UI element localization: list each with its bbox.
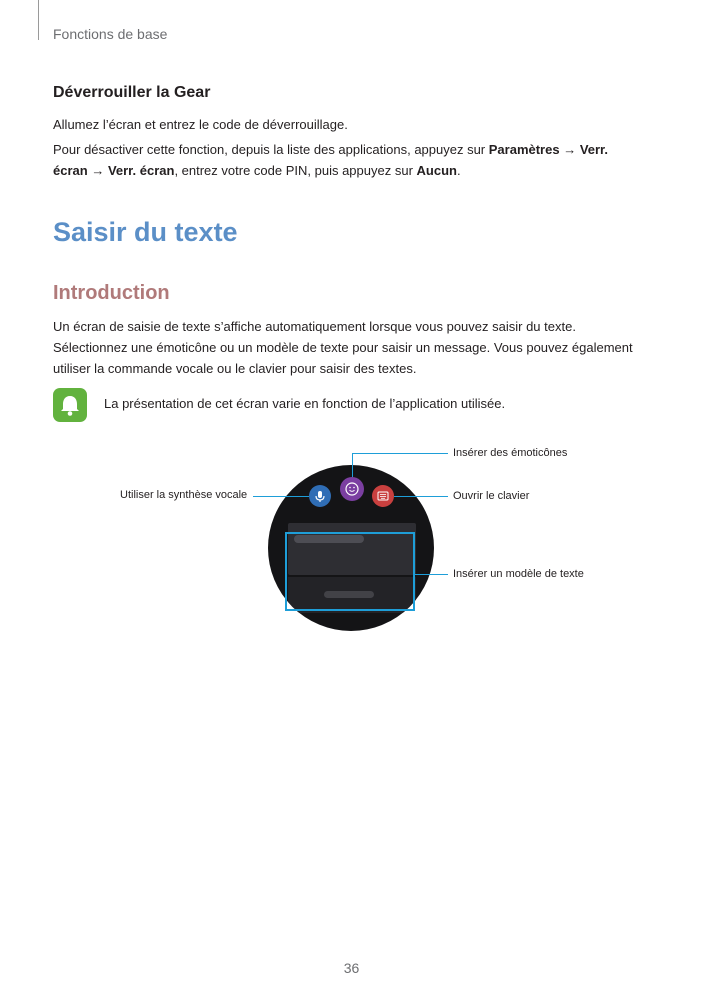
running-header: Fonctions de base xyxy=(53,26,168,42)
template-highlight-box xyxy=(285,532,415,611)
keyboard-button[interactable] xyxy=(372,485,394,507)
emoticon-label: Insérer des émoticônes xyxy=(453,447,568,459)
header-rule xyxy=(38,0,39,40)
template-callout-line xyxy=(415,574,448,575)
template-label: Insérer un modèle de texte xyxy=(453,568,584,580)
emoticon-callout-line xyxy=(352,453,353,477)
unlock-heading: Déverrouiller la Gear xyxy=(53,84,211,101)
voice-input-button[interactable] xyxy=(309,485,331,507)
voice-callout-line xyxy=(253,496,309,497)
page-number: 36 xyxy=(343,960,360,976)
microphone-icon xyxy=(309,485,331,507)
smiley-icon xyxy=(340,477,364,501)
unlock-paragraph-2: Pour désactiver cette fonction, depuis la liste des applications, appuyez sur Paramètres → Verr. écran → Verr. écran, entrez votre code PIN, puis appuyez sur Aucun. xyxy=(53,142,609,178)
intro-line-3: utiliser la commande vocale ou le clavier pour saisir des textes. xyxy=(53,361,417,376)
emoticon-callout-line-h xyxy=(352,453,448,454)
intro-heading: Introduction xyxy=(53,282,170,304)
note-text: La présentation de cet écran varie en fonction de l’application utilisée. xyxy=(104,396,506,411)
keyboard-label: Ouvrir le clavier xyxy=(453,490,530,502)
section-title: Saisir du texte xyxy=(53,217,238,247)
keyboard-icon xyxy=(372,485,394,507)
intro-line-1: Un écran de saisie de texte s’affiche automatiquement lorsque vous pouvez saisir du texte. xyxy=(53,319,576,334)
keyboard-callout-line xyxy=(394,496,448,497)
intro-paragraph xyxy=(53,316,633,379)
unlock-paragraph-1: Allumez l’écran et entrez le code de déverrouillage. xyxy=(53,117,348,132)
voice-label: Utiliser la synthèse vocale xyxy=(120,489,248,501)
emoticon-button[interactable] xyxy=(340,477,364,501)
note-bell-icon xyxy=(53,388,87,422)
intro-line-2: Sélectionnez une émoticône ou un modèle de texte pour saisir un message. Vous pouvez également xyxy=(53,340,633,355)
